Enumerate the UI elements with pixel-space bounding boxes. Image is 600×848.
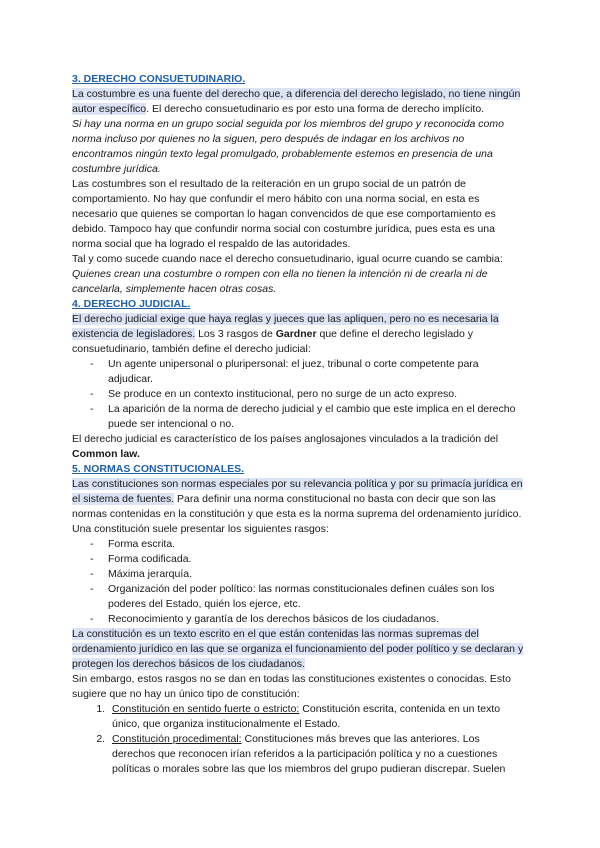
sec4-dash-list <box>72 357 524 432</box>
sec4-highlight-1: El derecho judicial exige que haya reglas y jueces que las apliquen, pero no es necesaria la existencia de legisladores. <box>72 313 499 340</box>
list-item: - Máxima jerarquía. <box>90 567 524 582</box>
sec3-quote-2: Quienes crean una costumbre o rompen con ella no tienen la intención ni de crearla ni de cancelarla, simplemente hacen otras cosas. <box>72 268 488 295</box>
numbered-text: Constituciones más breves que las anteriores. Los derechos que reconocen irían referidos a la participación política y no a cuestiones políticas o morales sobre las que los miembros del grupo pudieran discrepar. Suelen <box>112 733 506 775</box>
section-3-heading: 3. DERECHO CONSUETUDINARIO. <box>72 73 246 85</box>
list-item: - La aparición de la norma de derecho judicial y el cambio que este implica en el derecho puede ser intencional o no. <box>90 402 524 432</box>
section-5-heading: 5. NORMAS CONSTITUCIONALES. <box>72 463 245 475</box>
list-item: - Forma codificada. <box>90 552 524 567</box>
sec3-paragraph-2: Las costumbres son el resultado de la reiteración en un grupo social de un patrón de comportamiento. No hay que confundir el mero hábito con una norma social, en esta es necesario que quienes se comportan lo hagan convencidos de que ese comportamiento es debido. Tampoco hay que confundir norma social con costumbre jurídica, pues esta es una norma social que ha logrado el respaldo de las autoridades. <box>72 178 496 250</box>
sec4-p2-text: El derecho judicial es característico de los países anglosajones vinculados a la tradición del <box>72 433 499 445</box>
sec5-paragraph-1 <box>72 477 524 537</box>
numbered-term: Constitución procedimental: <box>112 733 242 745</box>
list-item: - Organización del poder político: las normas constitucionales definen cuáles son los poderes del Estado, quién los ejerce, etc. <box>90 582 524 612</box>
sec5-p1-rest: Para definir una norma constitucional no basta con decir que son las normas contenidas en la constitución y que esta es la norma suprema del ordenamiento jurídico. Una constitución suele presentar los siguientes rasgos: <box>72 493 522 535</box>
numbered-term: Constitución en sentido fuerte o estricto: <box>112 703 300 715</box>
sec4-paragraph-2 <box>72 432 524 462</box>
numbered-text: Constitución escrita, contenida en un texto único, que organiza institucionalmente el Estado. <box>112 703 501 730</box>
sec4-paragraph-1 <box>72 312 524 357</box>
sec3-quote: Si hay una norma en un grupo social seguida por los miembros del grupo y reconocida como norma incluso por quienes no la siguen, pero después de indagar en los archivos no encontramos ningún texto legal promulgado, probablemente estemos en presencia de una costumbre jurídica. <box>72 118 504 175</box>
sec4-p1-mid: Los 3 rasgos de <box>195 328 276 340</box>
section-4-heading: 4. DERECHO JUDICIAL. <box>72 298 191 310</box>
list-item: - Se produce en un contexto institucional, pero no surge de un acto expreso. <box>90 387 524 402</box>
sec3-p1-rest: . El derecho consuetudinario es por esto una forma de derecho implícito. <box>146 103 485 115</box>
sec4-p1-end: que define el derecho legislado y consuetudinario, también define el derecho judicial: <box>72 328 474 355</box>
document-page <box>72 72 524 777</box>
list-item: - Forma escrita. <box>90 537 524 552</box>
sec5-paragraph-3: Sin embargo, estos rasgos no se dan en todas las constituciones existentes o conocidas. Esto sugiere que no hay un único tipo de constitución: <box>72 673 511 700</box>
sec3-highlight-1: La costumbre es una fuente del derecho que, a diferencia del derecho legislado, no tiene ningún autor específico <box>72 88 521 115</box>
list-item: - Un agente unipersonal o pluripersonal: el juez, tribunal o corte competente para adjudicar. <box>90 357 524 387</box>
sec5-highlight-2: La constitución es un texto escrito en el que están contenidas las normas supremas del ordenamiento jurídico en las que se organiza el funcionamiento del poder político y se declaran y protegen los derechos básicos de los ciudadanos. <box>72 628 524 670</box>
list-item: - Reconocimiento y garantía de los derechos básicos de los ciudadanos. <box>90 612 524 627</box>
sec5-numbered-list <box>72 702 524 777</box>
sec3-paragraph-3: Tal y como sucede cuando nace el derecho consuetudinario, igual ocurre cuando se cambia: <box>72 253 503 265</box>
sec5-highlight-1: Las constituciones son normas especiales por su relevancia política y por su primacía jurídica en el sistema de fuentes. <box>72 478 523 505</box>
list-item <box>108 702 524 732</box>
gardner-name: Gardner <box>275 328 317 340</box>
list-item <box>108 732 524 777</box>
common-law-term: Common law. <box>72 448 140 460</box>
sec5-paragraph-2 <box>72 627 524 672</box>
sec3-paragraph-1 <box>72 87 524 117</box>
sec5-dash-list <box>72 537 524 627</box>
